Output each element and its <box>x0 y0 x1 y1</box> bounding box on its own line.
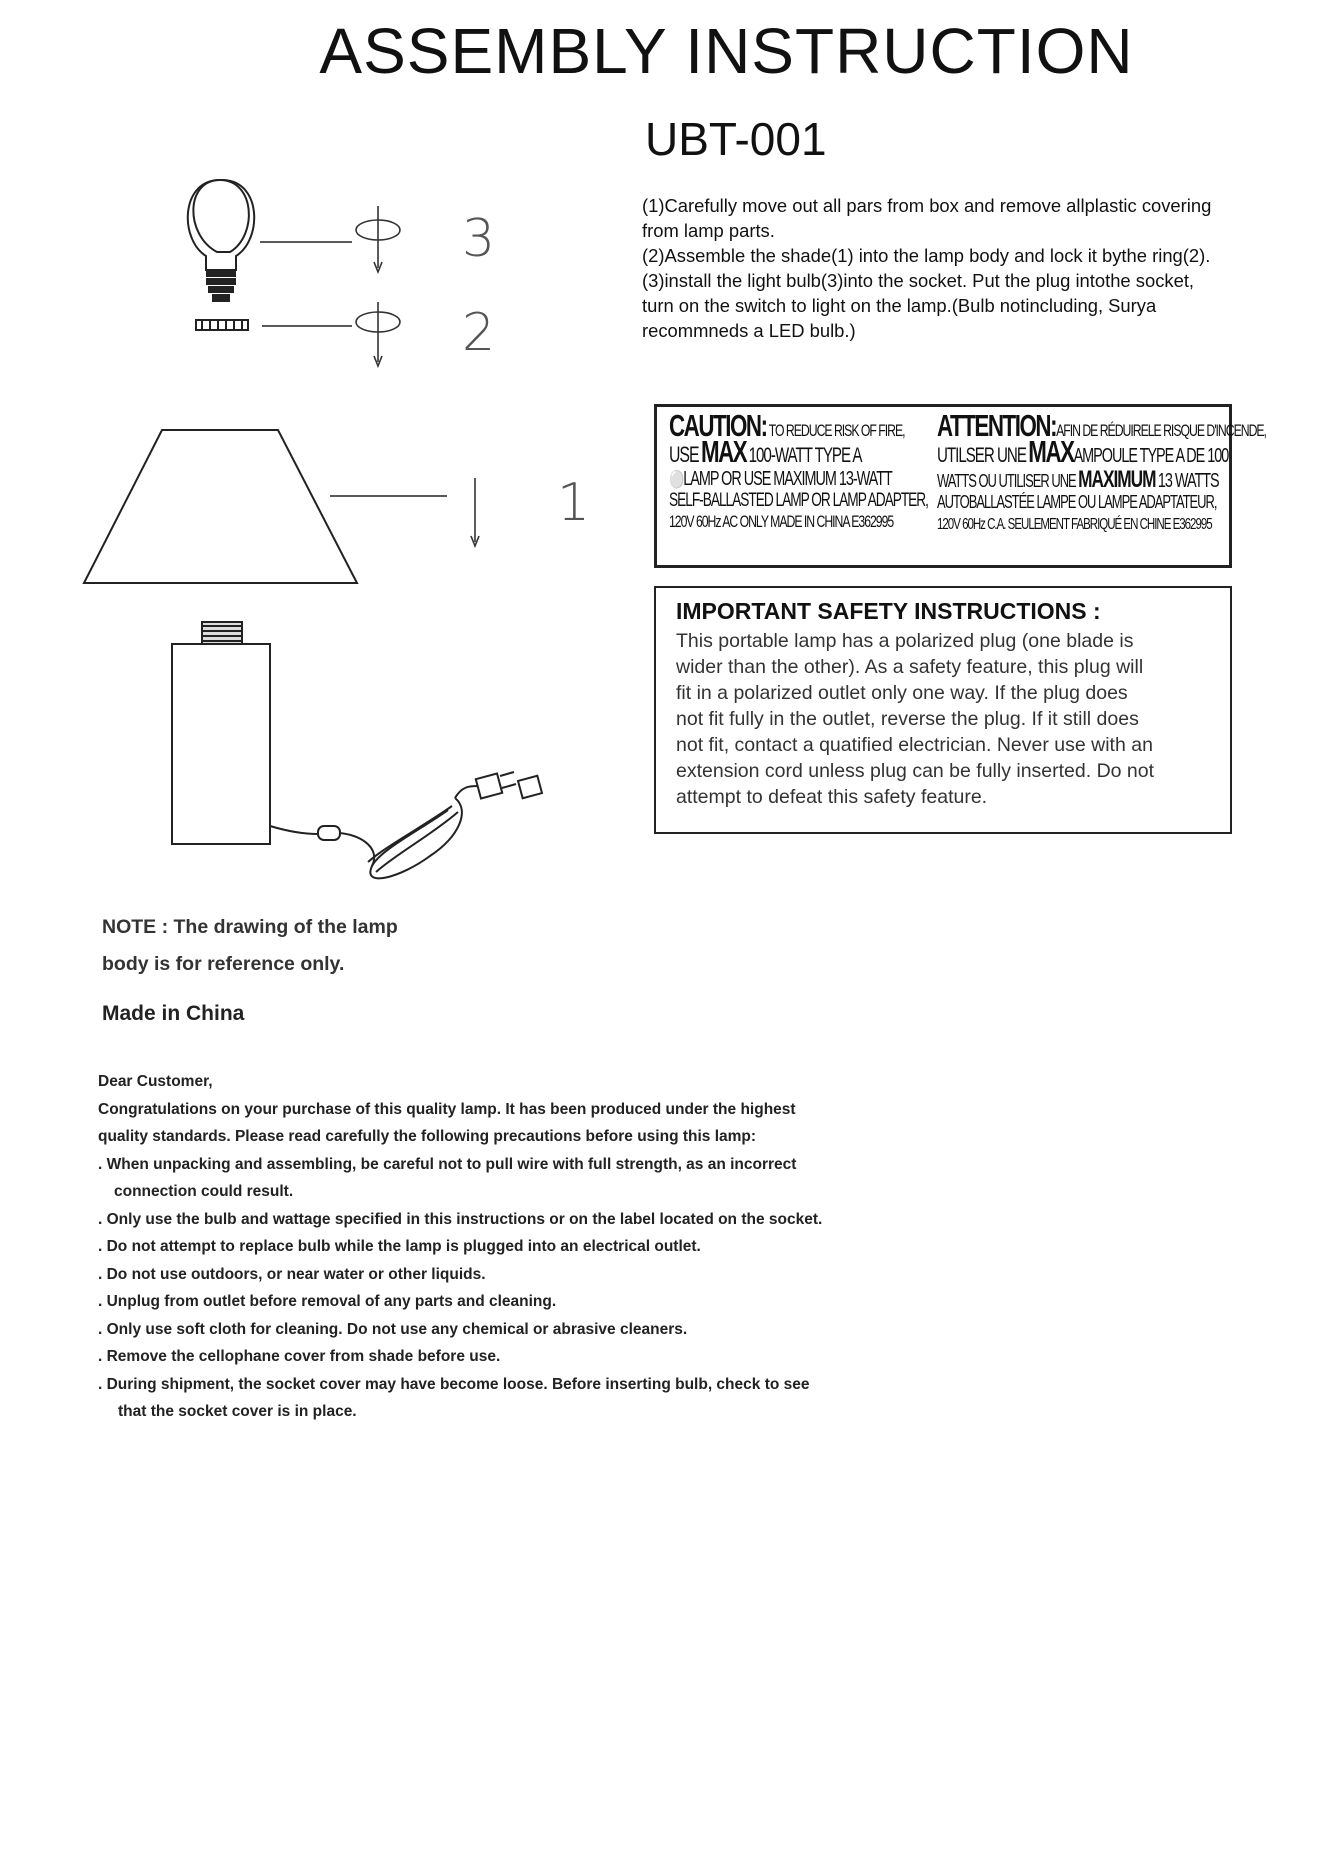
note-line: body is for reference only. <box>102 953 345 975</box>
caution-text: LAMP OR USE MAXIMUM 13-WATT <box>683 468 892 490</box>
caution-text: AMPOULE TYPE A DE 100 <box>1073 445 1229 467</box>
step-line: (1)Carefully move out all pars from box and remove allplastic covering <box>642 195 1212 216</box>
assembly-diagram <box>0 150 620 890</box>
precaution-item: . Do not use outdoors, or near water or other liquids. <box>98 1265 486 1283</box>
safety-body <box>676 628 1216 810</box>
caution-max: MAX <box>700 434 747 469</box>
precaution-item: that the socket cover is in place. <box>118 1403 357 1420</box>
part-number-1: 1 <box>557 473 591 533</box>
caution-max: MAX <box>1028 434 1074 469</box>
caution-text: TO REDUCE RISK OF FIRE, <box>768 421 905 440</box>
safety-instructions-box <box>654 586 1232 834</box>
page-title: ASSEMBLY INSTRUCTION <box>319 15 1134 87</box>
caution-text: WATTS OU UTILISER UNE <box>937 471 1076 491</box>
assembly-steps <box>642 193 1262 343</box>
precaution-item: connection could result. <box>114 1183 294 1200</box>
step-line: recommneds a LED bulb.) <box>642 320 856 341</box>
precaution-item: . Remove the cellophane cover from shade before use. <box>98 1348 501 1365</box>
caution-text: SELF-BALLASTED LAMP OR LAMP ADAPTER, <box>669 490 928 511</box>
part-number-3: 3 <box>462 209 496 269</box>
rotate-arrow-icon <box>356 206 400 272</box>
caution-text: UTILSER UNE <box>937 444 1026 467</box>
caution-text: USE <box>669 442 699 467</box>
precaution-item: . Do not attempt to replace bulb while the lamp is plugged into an electrical outlet. <box>98 1238 701 1255</box>
safety-line: attempt to defeat this safety feature. <box>676 786 988 808</box>
safety-line: not fit fully in the outlet, reverse the plug. If it still does <box>676 708 1139 730</box>
reference-note <box>102 909 398 983</box>
down-arrow-icon <box>471 478 479 546</box>
caution-maximum: MAXIMUM <box>1078 466 1156 493</box>
caution-text: 120V 60Hz AC ONLY MADE IN CHINA E362995 <box>669 512 894 531</box>
lamp-body-illustration <box>172 622 270 844</box>
safety-line: not fit, contact a quatified electrician. Never use with an <box>676 734 1153 756</box>
caution-text: 13 WATTS <box>1157 470 1219 492</box>
precaution-item: . When unpacking and assembling, be careful not to pull wire with full strength, as an incorrect <box>98 1155 797 1173</box>
caution-text: 120V 60Hz C.A. SEULEMENT FABRIQUÉ EN CHINE E362995 <box>937 516 1212 533</box>
precaution-item: . Only use the bulb and wattage specified in this instructions or on the label located on the socket. <box>98 1210 823 1228</box>
precaution-item: . Unplug from outlet before removal of any parts and cleaning. <box>98 1293 557 1310</box>
safety-line: This portable lamp has a polarized plug (one blade is <box>676 630 1134 652</box>
note-line: NOTE : The drawing of the lamp <box>102 916 398 938</box>
safety-line: fit in a polarized outlet only one way. If the plug does <box>676 682 1128 704</box>
rotate-arrow-icon <box>356 302 400 366</box>
step-line: from lamp parts. <box>642 220 775 241</box>
attention-heading: ATTENTION: <box>937 408 1057 443</box>
step-line: (2)Assemble the shade(1) into the lamp body and lock it bythe ring(2). <box>642 245 1211 266</box>
ring-illustration <box>196 320 248 330</box>
safety-line: wider than the other). As a safety feature, this plug will <box>676 656 1144 678</box>
lamp-shade-illustration <box>84 430 357 583</box>
power-cord-illustration <box>270 772 542 878</box>
model-number: UBT-001 <box>645 113 827 165</box>
letter-intro: Congratulations on your purchase of this quality lamp. It has been produced under the highest <box>98 1100 796 1118</box>
caution-heading: CAUTION: <box>669 408 767 443</box>
safety-line: extension cord unless plug can be fully inserted. Do not <box>676 760 1155 782</box>
caution-french <box>937 408 1323 535</box>
letter-greeting: Dear Customer, <box>98 1073 213 1090</box>
caution-label <box>654 404 1266 568</box>
step-line: turn on the switch to light on the lamp.(Bulb notincluding, Surya <box>642 295 1157 316</box>
caution-text: 100-WATT TYPE A <box>748 444 862 467</box>
customer-letter <box>98 1068 1098 1426</box>
step-line: (3)install the light bulb(3)into the socket. Put the plug intothe socket, <box>642 270 1195 291</box>
precaution-item: . Only use soft cloth for cleaning. Do not use any chemical or abrasive cleaners. <box>98 1320 688 1338</box>
part-number-2: 2 <box>462 303 496 363</box>
made-in-label: Made in China <box>102 1002 245 1025</box>
safety-title: IMPORTANT SAFETY INSTRUCTIONS : <box>676 598 1101 624</box>
caution-text: AUTOBALLASTÉE LAMPE OU LAMPE ADAPTATEUR, <box>937 492 1217 512</box>
precaution-item: . During shipment, the socket cover may have become loose. Before inserting bulb, check to see <box>98 1375 810 1393</box>
caution-text: AFIN DE RÉDUIRELE RISQUE D'INCENDE, <box>1056 421 1266 440</box>
bulb-icon: ⚪ <box>669 470 684 489</box>
light-bulb-illustration <box>188 180 254 301</box>
letter-intro: quality standards. Please read carefully the following precautions before using this lamp: <box>98 1128 757 1145</box>
